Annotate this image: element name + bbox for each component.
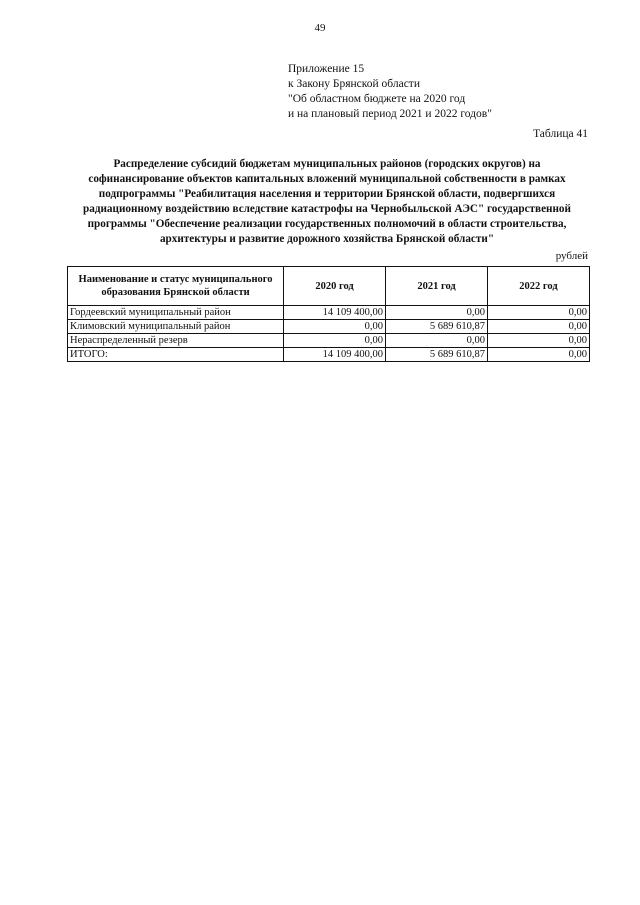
row-name: Климовский муниципальный район bbox=[68, 320, 284, 334]
row-2020: 0,00 bbox=[284, 320, 386, 334]
header-name bbox=[68, 267, 284, 306]
row-2021: 0,00 bbox=[386, 306, 488, 320]
header-name-line: образования Брянской области bbox=[101, 287, 250, 298]
row-2021: 5 689 610,87 bbox=[386, 348, 488, 362]
row-2022: 0,00 bbox=[488, 306, 590, 320]
row-2020: 14 109 400,00 bbox=[284, 306, 386, 320]
title-line: программы "Обеспечение реализации государственных полномочий в области строительства, bbox=[87, 218, 567, 230]
table-number: Таблица 41 bbox=[533, 128, 588, 140]
row-name: Нераспределенный резерв bbox=[68, 334, 284, 348]
table-row bbox=[68, 334, 590, 348]
title-line: архитектуры и развитие дорожного хозяйства Брянской области" bbox=[159, 233, 495, 245]
header-2020: 2020 год bbox=[284, 267, 386, 306]
row-2020: 0,00 bbox=[284, 334, 386, 348]
table-header-row bbox=[68, 267, 590, 306]
page-number: 49 bbox=[314, 22, 326, 34]
row-2022: 0,00 bbox=[488, 334, 590, 348]
appendix-line: и на плановый период 2021 и 2022 годов" bbox=[288, 108, 492, 120]
row-name: ИТОГО: bbox=[68, 348, 284, 362]
subsidy-table bbox=[67, 266, 590, 362]
row-2020: 14 109 400,00 bbox=[284, 348, 386, 362]
title-line: радиационному воздействию вследствие катастрофы на Чернобыльской АЭС" государственной bbox=[83, 203, 571, 215]
table-row bbox=[68, 320, 590, 334]
title-line: подпрограммы "Реабилитация населения и территории Брянской области, подвергшихся bbox=[98, 188, 556, 200]
header-name-line: Наименование и статус муниципального bbox=[78, 274, 273, 285]
header-2022: 2022 год bbox=[488, 267, 590, 306]
appendix-reference bbox=[288, 62, 492, 122]
row-2021: 0,00 bbox=[386, 334, 488, 348]
table-total-row bbox=[68, 348, 590, 362]
row-name: Гордеевский муниципальный район bbox=[68, 306, 284, 320]
appendix-line: Приложение 15 bbox=[288, 63, 365, 75]
title-line: софинансирование объектов капитальных вложений муниципальной собственности в рамках bbox=[88, 173, 566, 185]
header-2021: 2021 год bbox=[386, 267, 488, 306]
row-2022: 0,00 bbox=[488, 320, 590, 334]
table-row bbox=[68, 306, 590, 320]
currency-unit: рублей bbox=[555, 250, 588, 262]
appendix-line: к Закону Брянской области bbox=[288, 78, 420, 90]
row-2022: 0,00 bbox=[488, 348, 590, 362]
row-2021: 5 689 610,87 bbox=[386, 320, 488, 334]
appendix-line: "Об областном бюджете на 2020 год bbox=[288, 93, 466, 105]
title-line: Распределение субсидий бюджетам муниципальных районов (городских округов) на bbox=[113, 158, 541, 170]
document-title bbox=[62, 157, 592, 247]
